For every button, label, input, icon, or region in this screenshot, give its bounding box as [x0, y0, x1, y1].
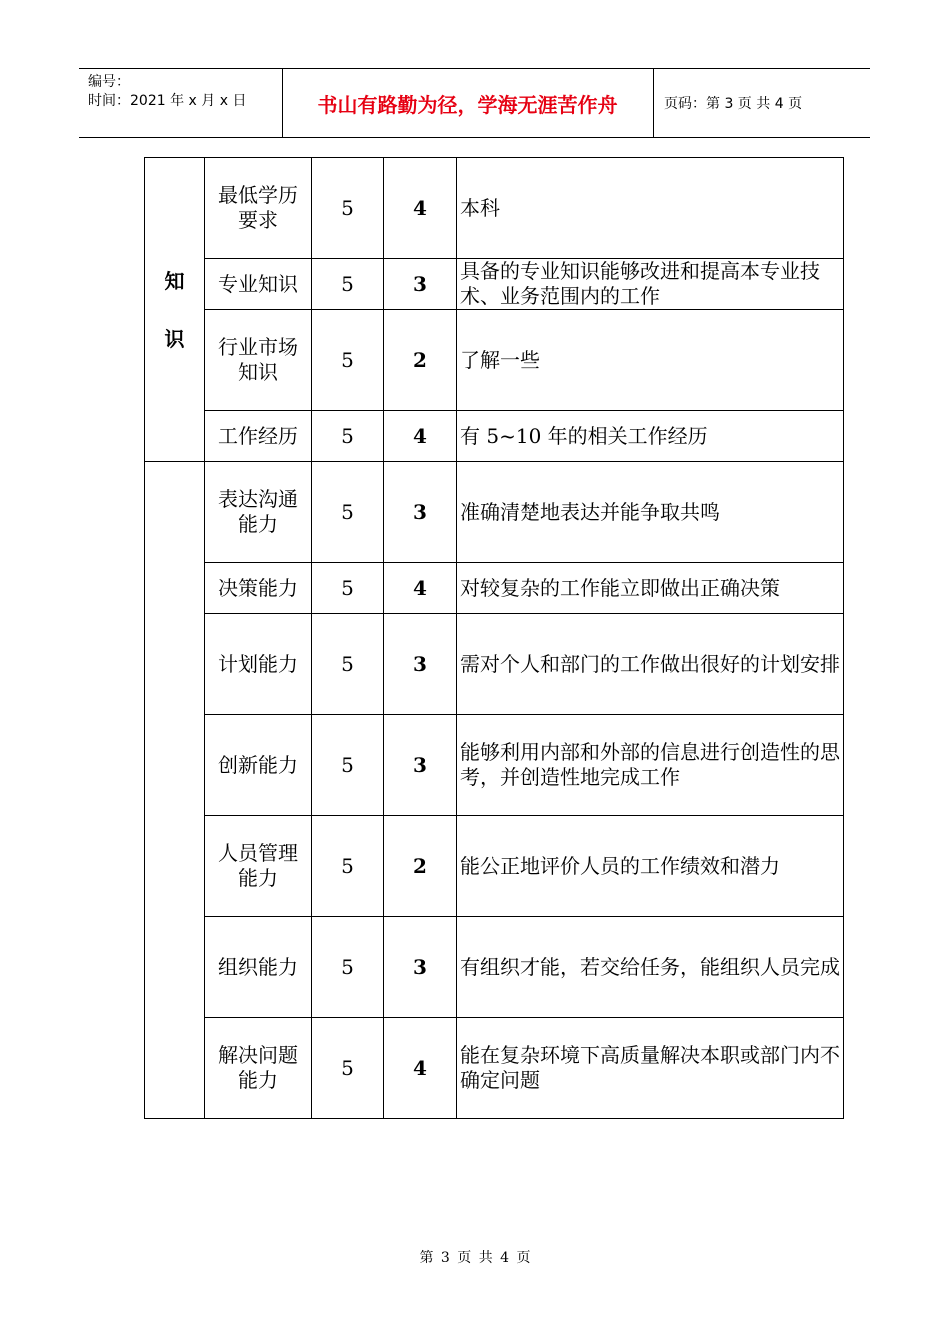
score-cell: 2 — [384, 310, 457, 411]
header-meta — [88, 73, 246, 111]
score-cell: 4 — [384, 1018, 457, 1119]
description-cell: 能在复杂环境下高质量解决本职或部门内不确定问题 — [457, 1018, 844, 1119]
description-cell: 了解一些 — [457, 310, 844, 411]
full-score-cell: 5 — [312, 462, 384, 563]
page-header — [79, 68, 870, 138]
full-score-cell: 5 — [312, 917, 384, 1018]
page-footer: 第 3 页 共 4 页 — [419, 1250, 531, 1266]
table-row — [145, 310, 844, 411]
header-motto: 书山有路勤为径，学海无涯苦作舟 — [317, 92, 618, 117]
item-name-cell: 创新能力 — [205, 715, 312, 816]
item-name-cell: 工作经历 — [205, 411, 312, 462]
full-score-cell: 5 — [312, 259, 384, 310]
full-score-cell: 5 — [312, 816, 384, 917]
full-score-cell: 5 — [312, 563, 384, 614]
item-name-cell: 计划能力 — [205, 614, 312, 715]
score-cell: 2 — [384, 816, 457, 917]
score-cell: 4 — [384, 411, 457, 462]
full-score-cell: 5 — [312, 1018, 384, 1119]
description-cell: 本科 — [457, 158, 844, 259]
full-score-cell: 5 — [312, 158, 384, 259]
score-cell: 4 — [384, 563, 457, 614]
item-name-cell: 行业市场知识 — [205, 310, 312, 411]
table-row — [145, 158, 844, 259]
full-score-cell: 5 — [312, 715, 384, 816]
header-page-info: 页码：第 3 页 共 4 页 — [664, 96, 803, 112]
description-cell: 准确清楚地表达并能争取共鸣 — [457, 462, 844, 563]
description-cell: 需对个人和部门的工作做出很好的计划安排 — [457, 614, 844, 715]
table-row — [145, 462, 844, 563]
score-cell: 3 — [384, 462, 457, 563]
full-score-cell: 5 — [312, 614, 384, 715]
header-divider — [653, 69, 654, 137]
description-cell: 能够利用内部和外部的信息进行创造性的思考，并创造性地完成工作 — [457, 715, 844, 816]
table-row — [145, 614, 844, 715]
full-score-cell: 5 — [312, 310, 384, 411]
item-name-cell: 解决问题能力 — [205, 1018, 312, 1119]
date-label: 时间：2021 年 x 月 x 日 — [88, 93, 247, 109]
full-score-cell: 5 — [312, 411, 384, 462]
description-cell: 有组织才能，若交给任务，能组织人员完成 — [457, 917, 844, 1018]
table-row — [145, 715, 844, 816]
score-cell: 3 — [384, 614, 457, 715]
item-name-cell: 决策能力 — [205, 563, 312, 614]
document-number-label: 编号： — [88, 74, 130, 90]
item-name-cell: 组织能力 — [205, 917, 312, 1018]
item-name-cell: 表达沟通能力 — [205, 462, 312, 563]
category-cell — [145, 158, 205, 462]
category-label: 识 — [164, 326, 185, 351]
table-row — [145, 917, 844, 1018]
table-row — [145, 1018, 844, 1119]
table-row — [145, 563, 844, 614]
score-cell: 3 — [384, 259, 457, 310]
table-row — [145, 259, 844, 310]
item-name-cell: 最低学历要求 — [205, 158, 312, 259]
description-cell: 对较复杂的工作能立即做出正确决策 — [457, 563, 844, 614]
table-row — [145, 411, 844, 462]
table-row — [145, 816, 844, 917]
score-cell: 4 — [384, 158, 457, 259]
description-cell: 能公正地评价人员的工作绩效和潜力 — [457, 816, 844, 917]
description-cell: 有 5~10 年的相关工作经历 — [457, 411, 844, 462]
category-cell — [145, 462, 205, 1119]
item-name-cell: 专业知识 — [205, 259, 312, 310]
competency-table — [144, 157, 844, 1119]
category-label: 知 — [164, 268, 185, 293]
item-name-cell: 人员管理能力 — [205, 816, 312, 917]
description-cell: 具备的专业知识能够改进和提高本专业技术、业务范围内的工作 — [457, 259, 844, 310]
score-cell: 3 — [384, 715, 457, 816]
score-cell: 3 — [384, 917, 457, 1018]
